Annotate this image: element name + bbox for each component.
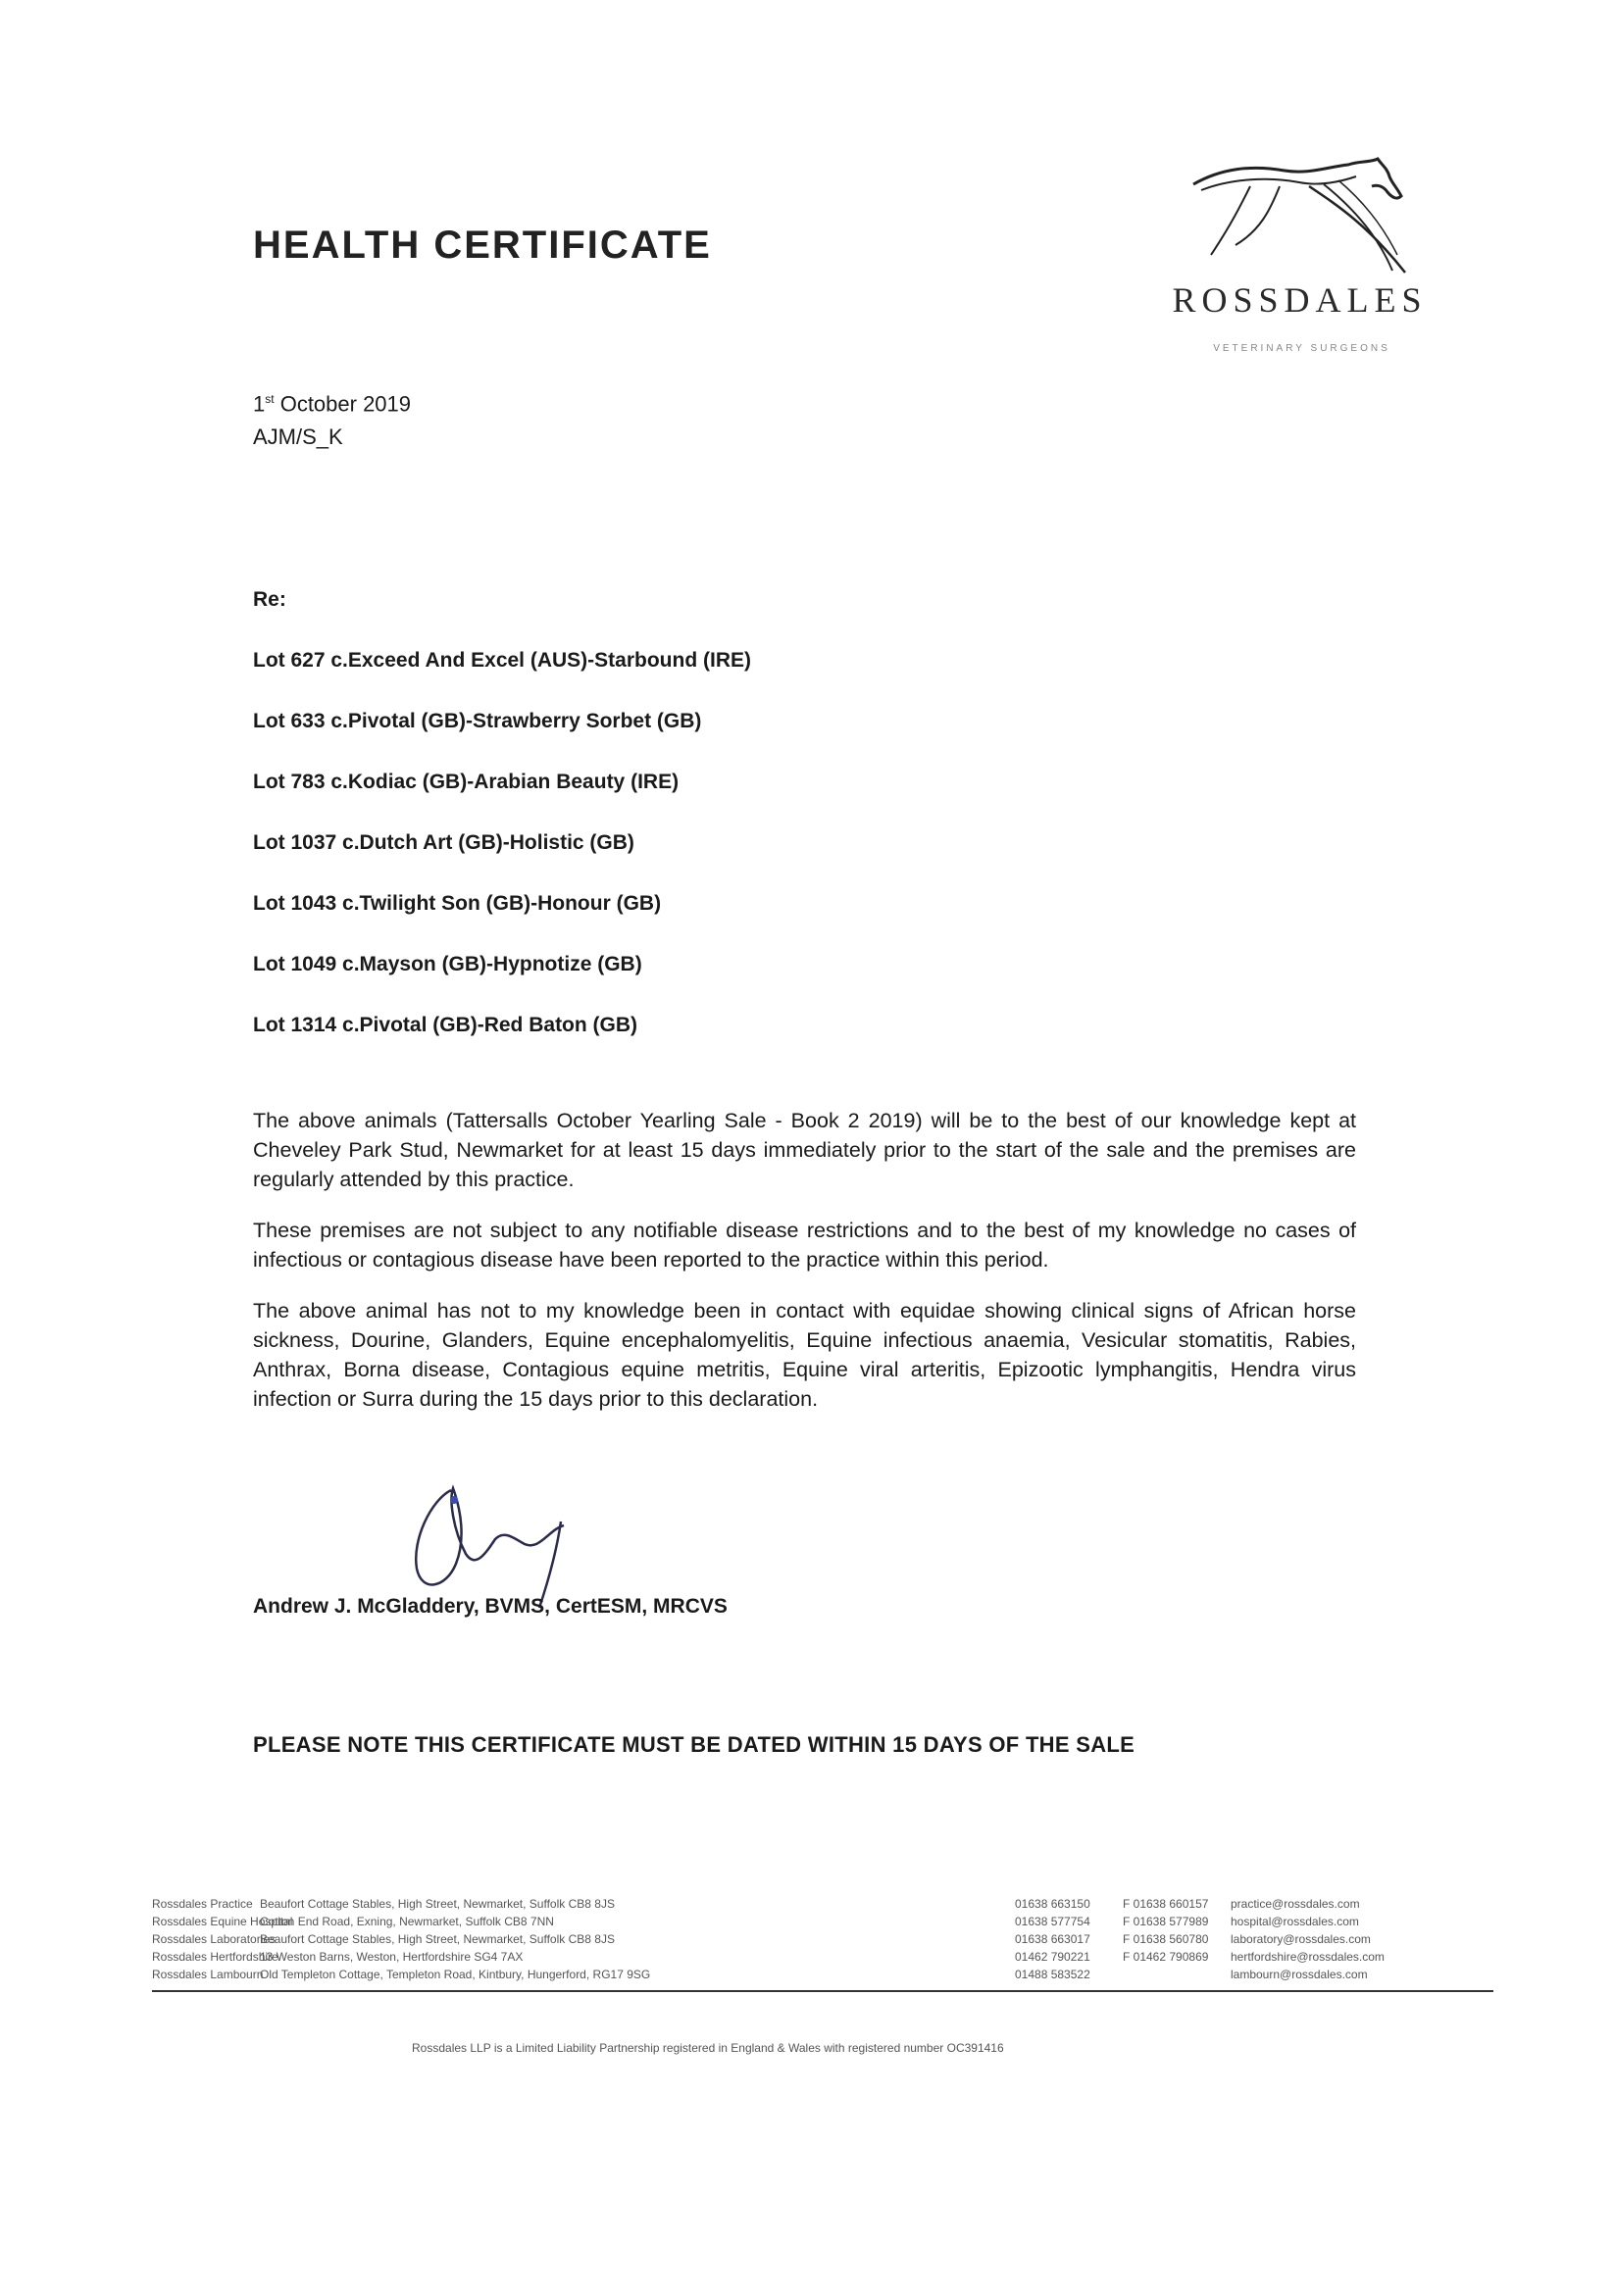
lot-item: Lot 1037 c.Dutch Art (GB)-Holistic (GB) — [253, 831, 634, 854]
footer-address: Beaufort Cottage Stables, High Street, Newmarket, Suffolk CB8 8JS — [260, 1897, 615, 1911]
lot-item: Lot 627 c.Exceed And Excel (AUS)-Starbound (IRE) — [253, 649, 751, 672]
lot-item: Lot 1049 c.Mayson (GB)-Hypnotize (GB) — [253, 953, 642, 975]
certificate-body — [253, 1106, 1356, 1435]
footer-address: Cotton End Road, Exning, Newmarket, Suffolk CB8 7NN — [260, 1915, 554, 1928]
letter-date: 1st October 2019 — [253, 391, 412, 417]
footer-fax: F 01638 560780 — [1123, 1932, 1209, 1946]
body-paragraph: The above animals (Tattersalls October Yearling Sale - Book 2 2019) will be to the best of our knowledge kept at Cheveley Park Stud, Newmarket for at least 15 days immediately prior to the start of the sale and the premises are regularly attended by this practice. — [253, 1109, 1356, 1191]
footer-address: Beaufort Cottage Stables, High Street, Newmarket, Suffolk CB8 8JS — [260, 1932, 615, 1946]
body-paragraph: These premises are not subject to any notifiable disease restrictions and to the best of my knowledge no cases of infectious or contagious disease have been reported to the practice within this period. — [253, 1219, 1356, 1272]
footer-fax: F 01638 577989 — [1123, 1915, 1209, 1928]
footer-row — [152, 1948, 1486, 1966]
footer-telephone: 01638 577754 — [1015, 1915, 1090, 1928]
footer-email: lambourn@rossdales.com — [1231, 1968, 1368, 1981]
dating-notice: PLEASE NOTE THIS CERTIFICATE MUST BE DATED WITHIN 15 DAYS OF THE SALE — [253, 1732, 1135, 1757]
footer-row — [152, 1966, 1486, 1983]
footer-address: Old Templeton Cottage, Templeton Road, Kintbury, Hungerford, RG17 9SG — [260, 1968, 651, 1981]
footer-office-name: Rossdales Hertfordshire — [152, 1950, 278, 1964]
footer-email: laboratory@rossdales.com — [1231, 1932, 1371, 1946]
footer-telephone: 01638 663017 — [1015, 1932, 1090, 1946]
re-label: Re: — [253, 588, 286, 611]
footer-row — [152, 1913, 1486, 1930]
letter-reference: AJM/S_K — [253, 424, 343, 450]
lot-list — [253, 647, 751, 1073]
lot-item: Lot 1314 c.Pivotal (GB)-Red Baton (GB) — [253, 1014, 638, 1036]
logo-wordmark: ROSSDALES — [1172, 280, 1428, 320]
footer-row — [152, 1895, 1486, 1913]
footer-office-name: Rossdales Lambourn — [152, 1968, 264, 1981]
footer-office-name: Rossdales Laboratories — [152, 1932, 277, 1946]
legal-notice: Rossdales LLP is a Limited Liability Partnership registered in England & Wales with registered number OC391416 — [412, 2041, 1004, 2055]
footer-contacts — [152, 1895, 1486, 1983]
footer-email: practice@rossdales.com — [1231, 1897, 1360, 1911]
footer-email: hospital@rossdales.com — [1231, 1915, 1359, 1928]
lot-item: Lot 1043 c.Twilight Son (GB)-Honour (GB) — [253, 892, 662, 915]
body-paragraph: The above animal has not to my knowledge been in contact with equidae showing clinical signs of African horse sickness, Dourine, Glanders, Equine encephalomyelitis, Equine infectious anaemia, Vesicular stomatitis, Rabies, Anthrax, Borna disease, Contagious equine metritis, Equine viral arteritis, Epizootic lymphangitis, Hendra virus infection or Surra during the 15 days prior to this declaration. — [253, 1299, 1356, 1411]
logo-tagline: VETERINARY SURGEONS — [1213, 343, 1390, 354]
footer-fax: F 01462 790869 — [1123, 1950, 1209, 1964]
footer-telephone: 01488 583522 — [1015, 1968, 1090, 1981]
footer-address: 13 Weston Barns, Weston, Hertfordshire SG4 7AX — [260, 1950, 524, 1964]
lot-item: Lot 633 c.Pivotal (GB)-Strawberry Sorbet (GB) — [253, 710, 702, 732]
footer-row — [152, 1930, 1486, 1948]
footer-fax: F 01638 660157 — [1123, 1897, 1209, 1911]
rossdales-logo — [1152, 157, 1441, 363]
footer-telephone: 01462 790221 — [1015, 1950, 1090, 1964]
footer-telephone: 01638 663150 — [1015, 1897, 1090, 1911]
footer-divider — [152, 1990, 1493, 1992]
footer-office-name: Rossdales Practice — [152, 1897, 253, 1911]
horse-logo-icon — [1191, 157, 1407, 275]
footer-email: hertfordshire@rossdales.com — [1231, 1950, 1385, 1964]
lot-item: Lot 783 c.Kodiac (GB)-Arabian Beauty (IRE) — [253, 771, 680, 793]
signer-name: Andrew J. McGladdery, BVMS, CertESM, MRCVS — [253, 1595, 728, 1618]
footer-office-name: Rossdales Equine Hospital — [152, 1915, 293, 1928]
letter-date-block — [253, 382, 411, 454]
certificate-title: HEALTH CERTIFICATE — [253, 224, 712, 267]
